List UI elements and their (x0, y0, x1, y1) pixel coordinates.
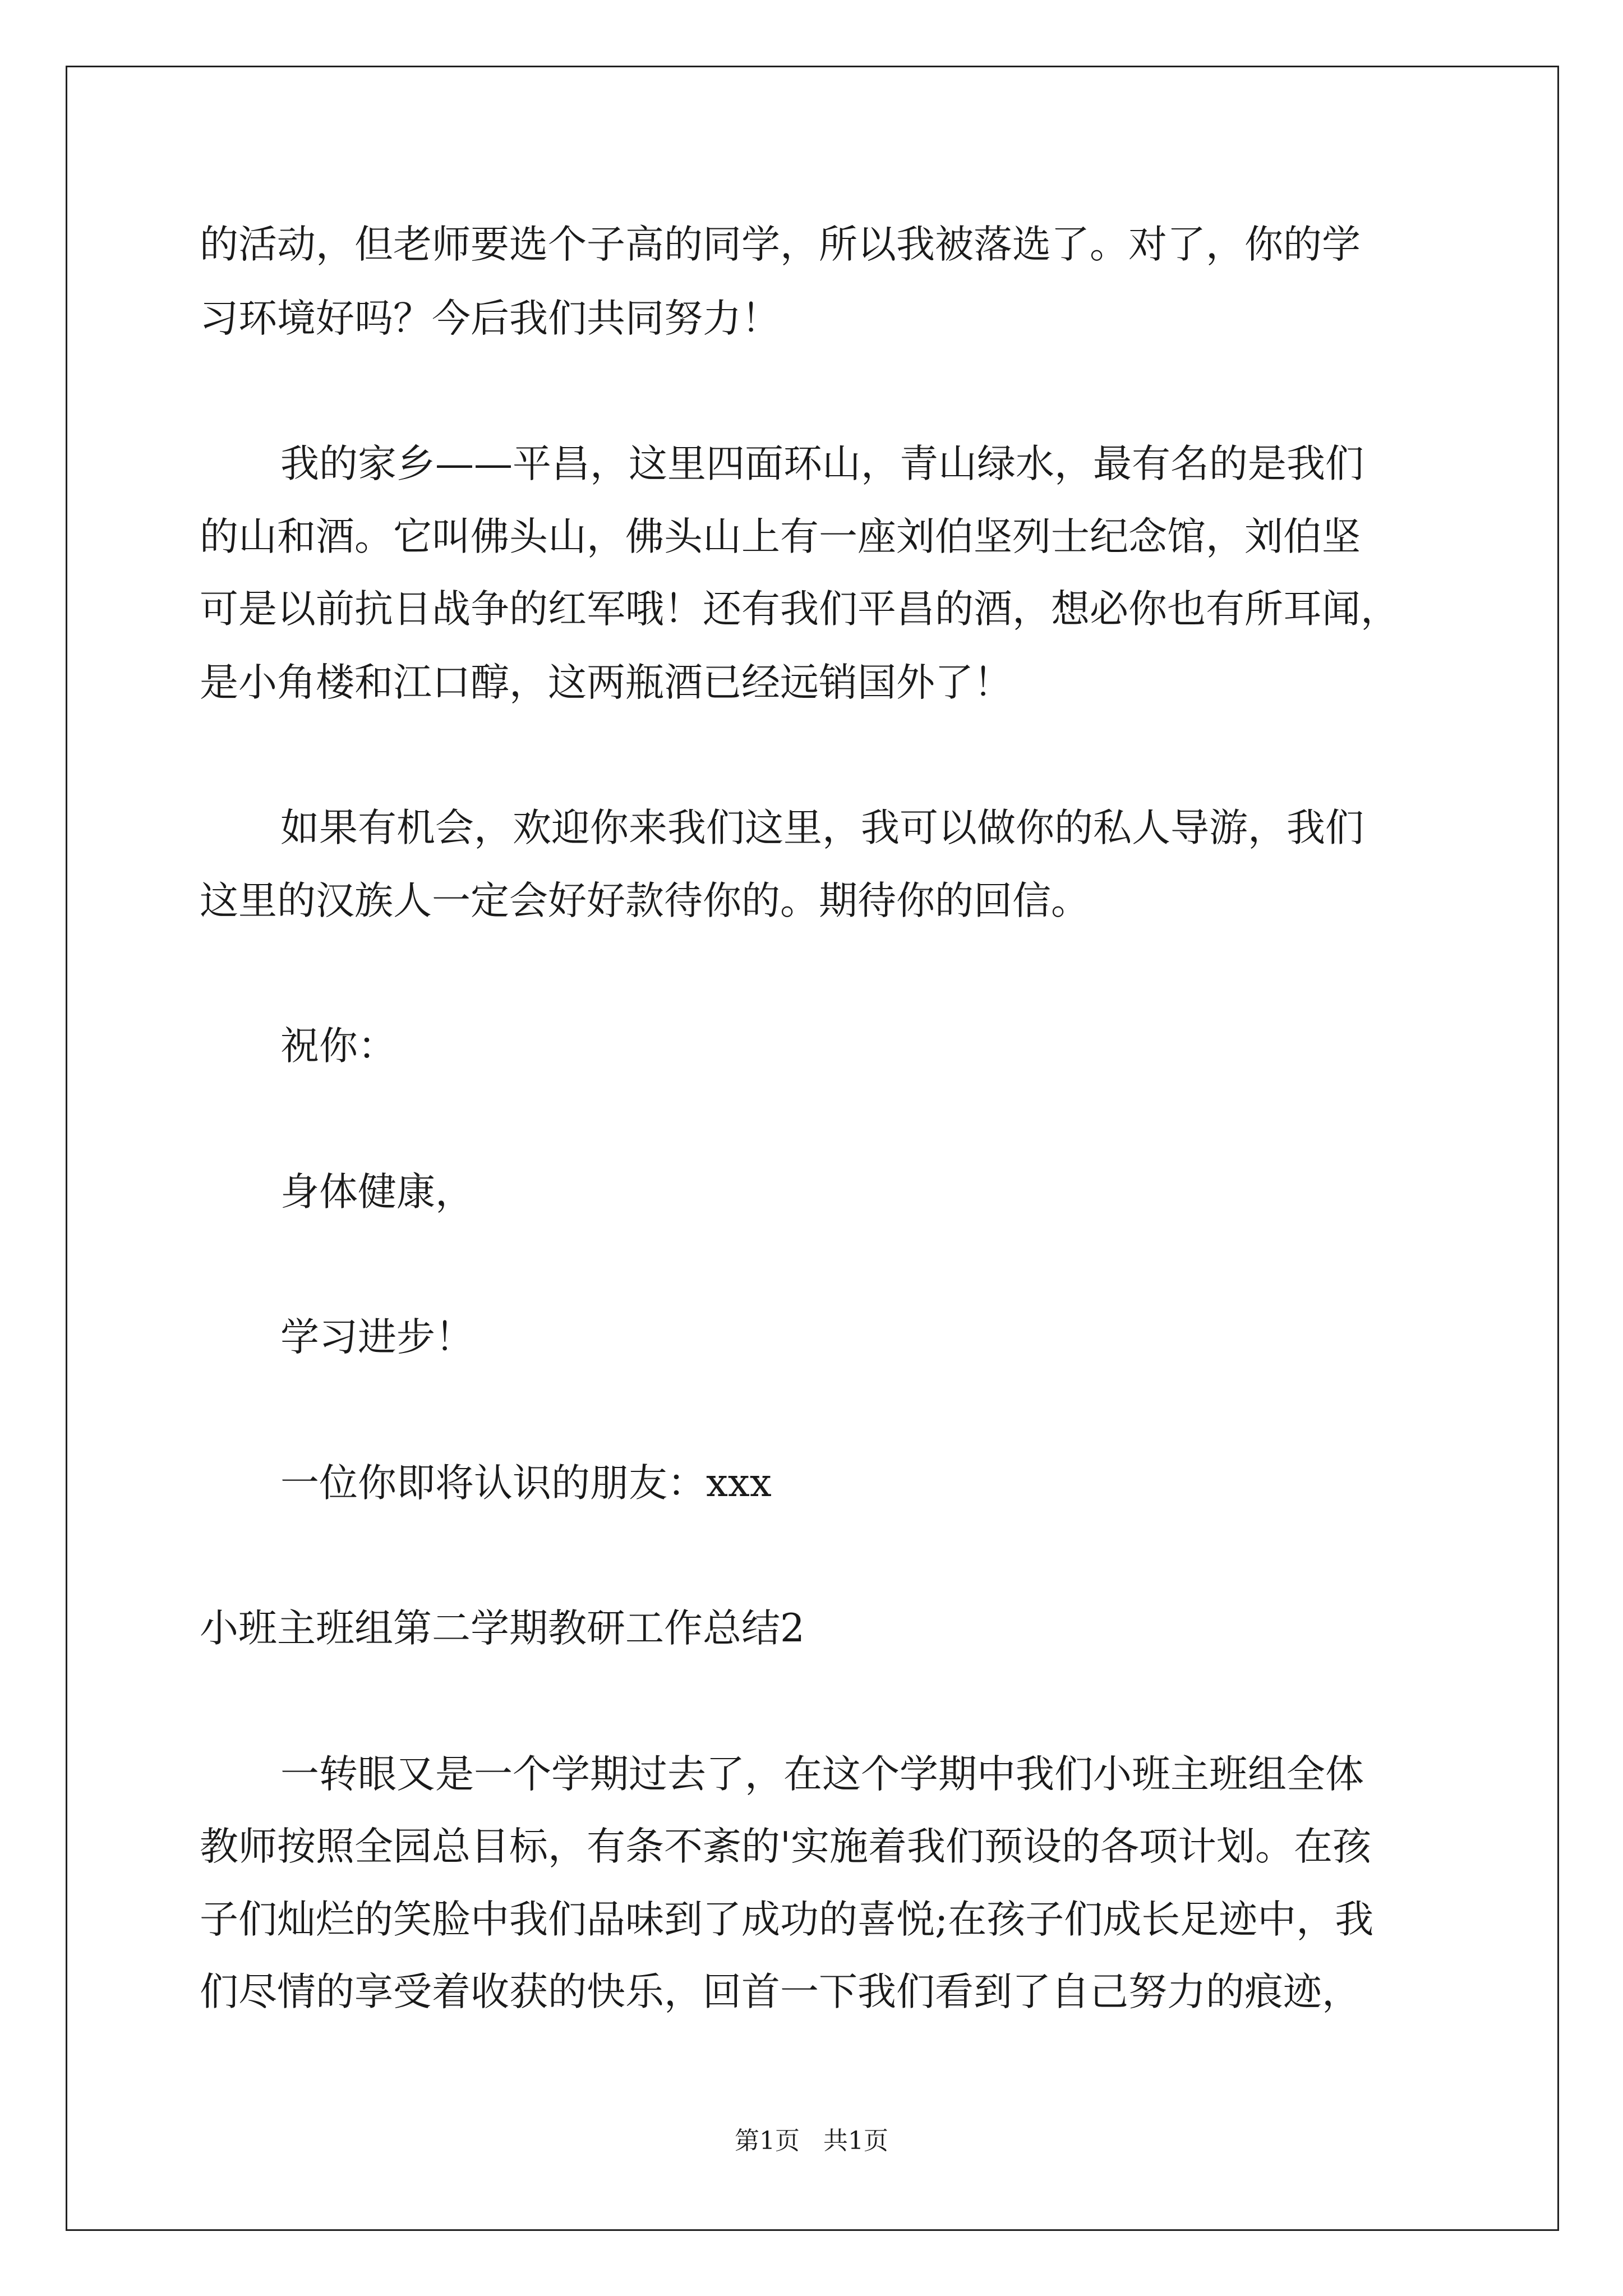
text-line: 身体健康， (280, 1170, 474, 1214)
text-line: 的山和酒。它叫佛头山，佛头山上有一座刘伯坚列士纪念馆，刘伯坚 (200, 514, 1361, 559)
text-line: 这里的汉族人一定会好好款待你的。期待你的回信。 (200, 878, 1090, 923)
text-line: 们尽情的享受着收获的快乐，回首一下我们看到了自己努力的痕迹， (200, 1970, 1361, 2014)
text-line: 习环境好吗？今后我们共同努力！ (200, 296, 780, 341)
text-line: 的活动，但老师要选个子高的同学，所以我被落选了。对了，你的学 (200, 222, 1361, 267)
text-line: 一位你即将认识的朋友：xxx (280, 1461, 772, 1506)
text-line: 是小角楼和江口醇，这两瓶酒已经远销国外了！ (200, 660, 1012, 705)
text-line: 子们灿烂的笑脸中我们品味到了成功的喜悦;在孩子们成长足迹中，我 (200, 1897, 1374, 1942)
text-line: 如果有机会，欢迎你来我们这里，我可以做你的私人导游，我们 (280, 806, 1364, 850)
section-heading: 小班主班组第二学期教研工作总结2 (200, 1606, 805, 1651)
text-line: 教师按照全园总目标，有条不紊的'实施着我们预设的各项计划。在孩 (200, 1824, 1371, 1869)
text-line: 我的家乡——平昌，这里四面环山，青山绿水，最有名的是我们 (280, 441, 1364, 486)
text-line: 一转眼又是一个学期过去了，在这个学期中我们小班主班组全体 (280, 1752, 1364, 1797)
text-line: 学习进步！ (280, 1315, 474, 1360)
text-line: 祝你： (280, 1024, 396, 1069)
page-footer: 第1页 共1页 (735, 2127, 888, 2155)
text-line: 可是以前抗日战争的红军哦！还有我们平昌的酒，想必你也有所耳闻， (200, 587, 1399, 632)
